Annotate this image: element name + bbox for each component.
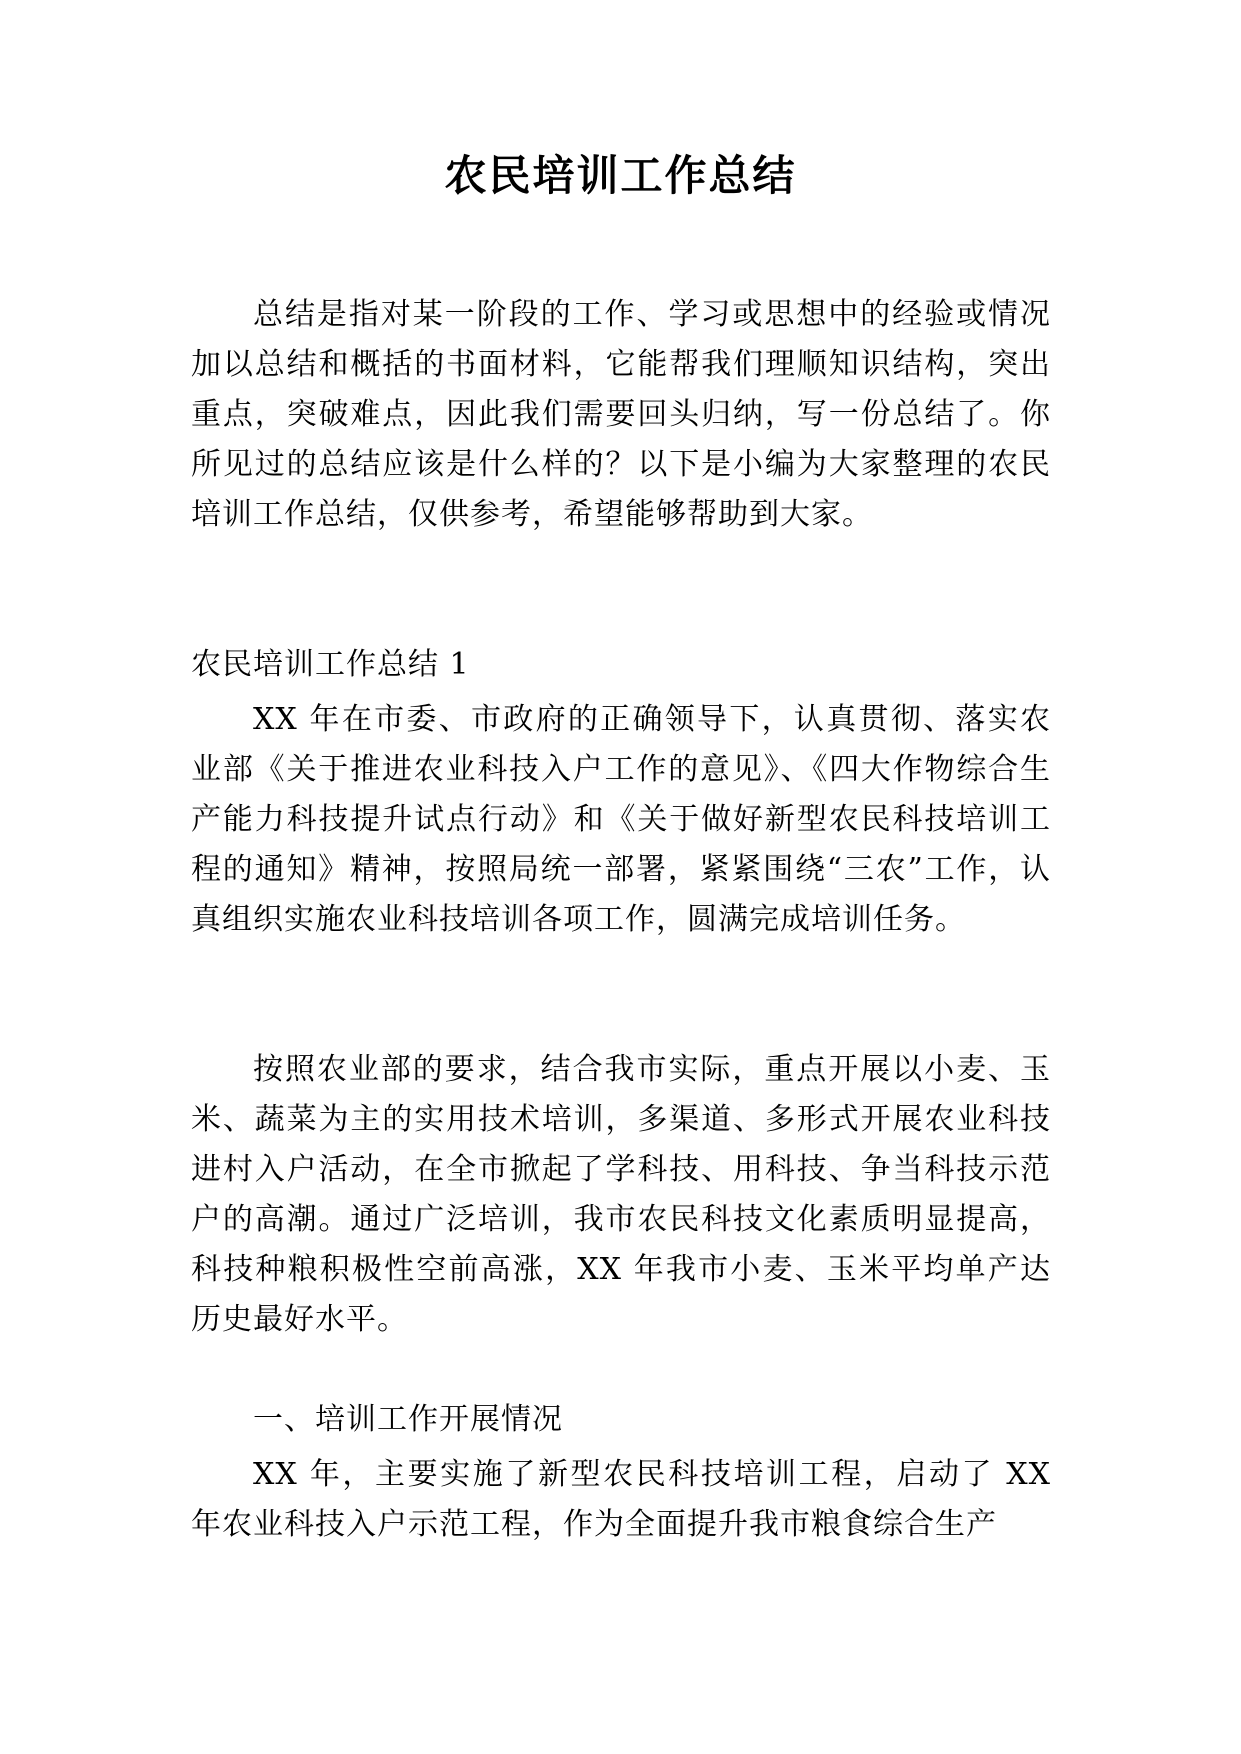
- sub-heading: 一、培训工作开展情况: [253, 1402, 563, 1437]
- intro-paragraph: 总结是指对某一阶段的工作、学习或思想中的经验或情况加以总结和概括的书面材料，它能帮我们理顺知识结构，突出重点，突破难点，因此我们需要回头归纳，写一份总结了。你所见过的总结应该是什么样的？以下是小编为大家整理的农民培训工作总结，仅供参考，希望能够帮助到大家。: [191, 297, 1051, 532]
- body-paragraph-1: XX 年在市委、市政府的正确领导下，认真贯彻、落实农业部《关于推进农业科技入户工作的意见》、《四大作物综合生产能力科技提升试点行动》和《关于做好新型农民科技培训工程的通知》精神，按照局统一部署，紧紧围绕“三农”工作，认真组织实施农业科技培训各项工作，圆满完成培训任务。: [191, 702, 1051, 937]
- body-paragraph-2: 按照农业部的要求，结合我市实际，重点开展以小麦、玉米、蔬菜为主的实用技术培训，多渠道、多形式开展农业科技进村入户活动，在全市掀起了学科技、用科技、争当科技示范户的高潮。通过广泛培训，我市农民科技文化素质明显提高，科技种粮积极性空前高涨，XX 年我市小麦、玉米平均单产达历史最好水平。: [191, 1052, 1051, 1337]
- document-title: 农民培训工作总结: [444, 151, 797, 200]
- body-paragraph-3: XX 年，主要实施了新型农民科技培训工程，启动了 XX 年农业科技入户示范工程，作为全面提升我市粮食综合生产: [191, 1457, 1051, 1542]
- section-heading: 农民培训工作总结 1: [191, 647, 470, 682]
